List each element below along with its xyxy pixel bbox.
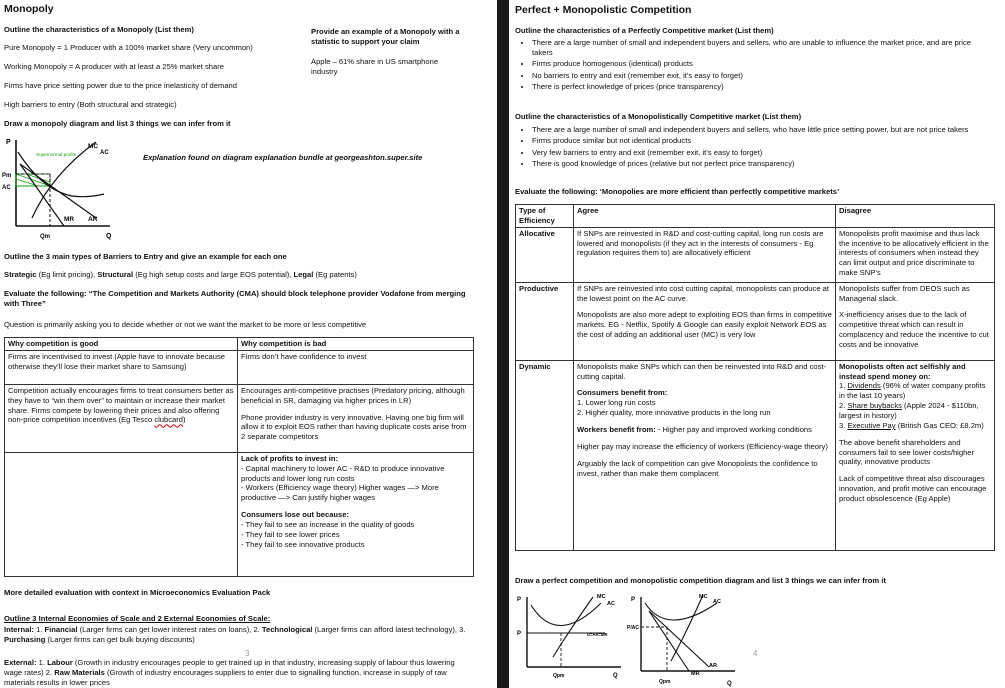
- answer-line: Firms have price setting power due to the price inelasticity of demand: [4, 81, 237, 90]
- curve-label-ac: AC: [100, 150, 109, 156]
- curve-label-mc: MC: [597, 594, 606, 600]
- page-title: Monopoly: [4, 3, 54, 15]
- curve-label-demand: D=AR=MR: [587, 632, 608, 637]
- list-item: • Firms produce similar but not identical products: [532, 136, 985, 146]
- row-label-allocative: Allocative: [516, 227, 574, 282]
- row-label-productive: Productive: [516, 282, 574, 360]
- question-monopolistic-competition: Outline the characteristics of a Monopolistically Competitive market (List them): [515, 112, 802, 121]
- table-cell: Lack of profits to invest in: - Capital machinery to lower AC - R&D to produce innovative products and lower long run costs - Workers (Efficiency wage theory) Higher wages —> More productive —> Can justify higher wages Consumers lose out because: - They fail to see an increase in the quality of goods - They fail to see lower prices - They fail to see innovative products: [238, 452, 474, 576]
- curve-label-mc: MC: [88, 143, 99, 150]
- curve-label-ar: AR: [709, 663, 717, 669]
- price-ac-label: P/AC: [627, 625, 639, 631]
- perfect-competition-list: [515, 38, 985, 93]
- explanation-note: Explanation found on diagram explanation bundle at georgeashton.super.site: [143, 153, 423, 162]
- answer-line: Pure Monopoly = 1 Producer with a 100% market share (Very uncommon): [4, 43, 253, 52]
- axis-label-qpm: Qpm: [659, 679, 671, 685]
- axis-label-qm: Qm: [40, 234, 51, 240]
- list-item: • Firms produce homogenous (identical) products: [532, 59, 985, 69]
- curve-label-ac: AC: [713, 599, 721, 605]
- table-cell: Firms don’t have confidence to invest: [238, 350, 474, 384]
- question-barriers: Outline the 3 main types of Barriers to Entry and give an example for each one: [4, 252, 287, 261]
- list-item: • There is perfect knowledge of prices (price transparency): [532, 82, 985, 92]
- axis-label-p: P: [517, 597, 522, 603]
- list-item: • Very few barriers to entry and exit (remember exit, it’s easy to forget): [532, 148, 985, 158]
- monopoly-diagram: [2, 134, 122, 246]
- axis-label-q: Q: [106, 233, 112, 240]
- row-label-dynamic: Dynamic: [516, 360, 574, 550]
- table-cell-empty: [5, 452, 238, 576]
- table-cell: Monopolists suffer from DEOS such as Managerial slack. X-inefficiency arises due to the lack of competitive threat which can result in complacency and reduce the incentive to cut costs and be innovative: [836, 282, 995, 360]
- page-4: [509, 0, 1005, 688]
- monopolistic-competition-list: [515, 125, 985, 170]
- external-eos: External: 1. Labour (Growth in industry encourages people to get trained up in that industry, increasing supply of labour thus lowering wage rates) 2. Raw Materials (Growth of industry encourages suppliers to enter due to signalling function, increase in supply of raw materials results in lower prices: [4, 658, 455, 687]
- table-cell: Monopolists make SNPs which can then be reinvested into R&D and cost-cutting capital. Consumers benefit from: 1. Lower long run costs 2. Higher quality, more innovative products in the long run Workers benefit from: - Higher pay and improved working conditions Higher pay may increase the efficiency of workers (Efficiency-wage theory) Arguably the lack of competition can give Monopolists the confidence to invest, rather than make them complacent: [574, 360, 836, 550]
- column-header-good: Why competition is good: [5, 338, 238, 351]
- table-cell: Monopolists profit maximise and thus lack the incentive to be allocatively efficient in the interests of consumers when instead they can limit output and price discriminate to make SNP’s: [836, 227, 995, 282]
- page-number: 4: [753, 649, 758, 658]
- list-item: • There are a large number of small and independent buyers and sellers, who have little price setting power, but are not price takers: [532, 125, 985, 135]
- curve-label-ar: AR: [88, 216, 98, 223]
- answer-line: Working Monopoly = A producer with at least a 25% market share: [4, 62, 224, 71]
- list-item: • There is good knowledge of prices (relative but not perfect price transparency): [532, 159, 985, 169]
- page-3: [0, 0, 497, 688]
- question-diagram: Draw a monopoly diagram and list 3 things we can infer from it: [4, 119, 231, 128]
- question-draw-diagrams: Draw a perfect competition and monopolistic competition diagram and list 3 things we can infer from it: [515, 576, 886, 585]
- efficiency-table: [515, 204, 995, 551]
- axis-label-ac: AC: [2, 185, 11, 191]
- list-item: • There are a large number of small and independent buyers and sellers, who are unable to influence the market price, and are price takers: [532, 38, 985, 58]
- question-evaluate-efficiency: Evaluate the following: ‘Monopolies are more efficient than perfectly competitive markets’: [515, 187, 840, 196]
- example-answer: Apple – 61% share in US smartphone industry: [311, 57, 439, 76]
- curve-label-mr: MR: [64, 216, 75, 223]
- internal-eos: Internal: 1. Financial (Larger firms can get lower interest rates on loans), 2. Technological (Larger firms can afford latest technology), 3. Purchasing (Larger firms can get bulk buying discounts): [4, 625, 466, 644]
- table-cell: If SNPs are reinvested into cost cutting capital, monopolists can produce at the lowest point on the AC curve. Monopolists are also more adept to exploiting EOS than firms in competitive markets. EG - Netflix, Spotify & Google can easily exploit Network EOS as the cost of adding an additional user (MC) is very low: [574, 282, 836, 360]
- supernormal-profit-label: Supernormal profits: [36, 152, 77, 157]
- column-header-type: Type of Efficiency: [516, 205, 574, 228]
- list-item: • No barriers to entry and exit (remember exit, it’s easy to forget): [532, 71, 985, 81]
- table-cell: Firms are incentivised to invest (Apple have to innovate because otherwise they’ll lose their market share to Samsung): [5, 350, 238, 384]
- question-evaluate-cma: Evaluate the following: “The Competition and Markets Authority (CMA) should block telephone provider Vodafone from merging with Three”: [4, 289, 466, 308]
- page-number: 3: [245, 649, 250, 658]
- price-label: P: [517, 631, 522, 637]
- column-header-disagree: Disagree: [836, 205, 995, 228]
- question-note: Question is primarily asking you to decide whether or not we want the market to be more or less competitive: [4, 320, 367, 329]
- curve-label-ac: AC: [607, 601, 615, 607]
- perfect-competition-diagram: [513, 591, 625, 681]
- column-header-bad: Why competition is bad: [238, 338, 474, 351]
- table-cell: Encourages anti-competitive practises (Predatory pricing, although beneficial in SR, damaging via higher prices in LR) Phone provider industry is very innovative. Having one big firm will allow it to exploit EOS rather than having duplicate costs arise from 2 separate competitors: [238, 384, 474, 452]
- axis-label-p: P: [6, 139, 11, 146]
- answer-line: High barriers to entry (Both structural and strategic): [4, 100, 177, 109]
- curve-label-mc: MC: [699, 594, 708, 600]
- axis-label-q: Q: [727, 681, 732, 687]
- table-cell: Competition actually encourages firms to treat consumers better as they have to “win them over” to maintain or increase their market share. Firms compete by lowering their prices and also offering non-price competition incentives (Eg Tesco clubcard): [5, 384, 238, 452]
- question-eos: Outline 3 Internal Economies of Scale and 2 External Economies of Scale:: [4, 614, 271, 623]
- page-title: Perfect + Monopolistic Competition: [515, 4, 692, 16]
- question-perfect-competition: Outline the characteristics of a Perfectly Competitive market (List them): [515, 26, 774, 35]
- table-cell: Monopolists often act selfishly and instead spend money on: 1. Dividends (96% of water company profits in the last 10 years) 2. Share buybacks (Apple 2024 - $110bn, largest in history) 3. Executive Pay (British Gas CEO: £8.2m) The above benefit shareholders and consumers fail to see lower costs/higher quality, innovative products Lack of competitive threat also discourages innovation, and profit motive can encourage product obsolescence (Eg Apple): [836, 360, 995, 550]
- axis-label-pm: Pm: [2, 173, 12, 179]
- axis-label-p: P: [631, 597, 636, 603]
- axis-label-qpm: Qpm: [553, 673, 565, 679]
- question-characteristics: Outline the characteristics of a Monopoly (List them): [4, 25, 194, 34]
- competition-table: [4, 337, 474, 577]
- eval-pack-note: More detailed evaluation with context in Microeconomics Evaluation Pack: [4, 588, 271, 597]
- barriers-answer: Strategic (Eg limit pricing), Structural (Eg high setup costs and large EOS potential), Legal (Eg patents): [4, 270, 357, 279]
- page-gutter: [497, 0, 509, 688]
- column-header-agree: Agree: [574, 205, 836, 228]
- table-cell: If SNPs are reinvested in R&D and cost-cutting capital, long run costs are lowered and monopolists (if they act in the interests of consumers - Eg regulation requires them to) are allocatively efficient: [574, 227, 836, 282]
- monopolistic-competition-diagram: [627, 591, 739, 688]
- question-example: Provide an example of a Monopoly with a statistic to support your claim: [311, 27, 460, 46]
- axis-label-q: Q: [613, 673, 618, 679]
- curve-label-mr: MR: [691, 671, 700, 677]
